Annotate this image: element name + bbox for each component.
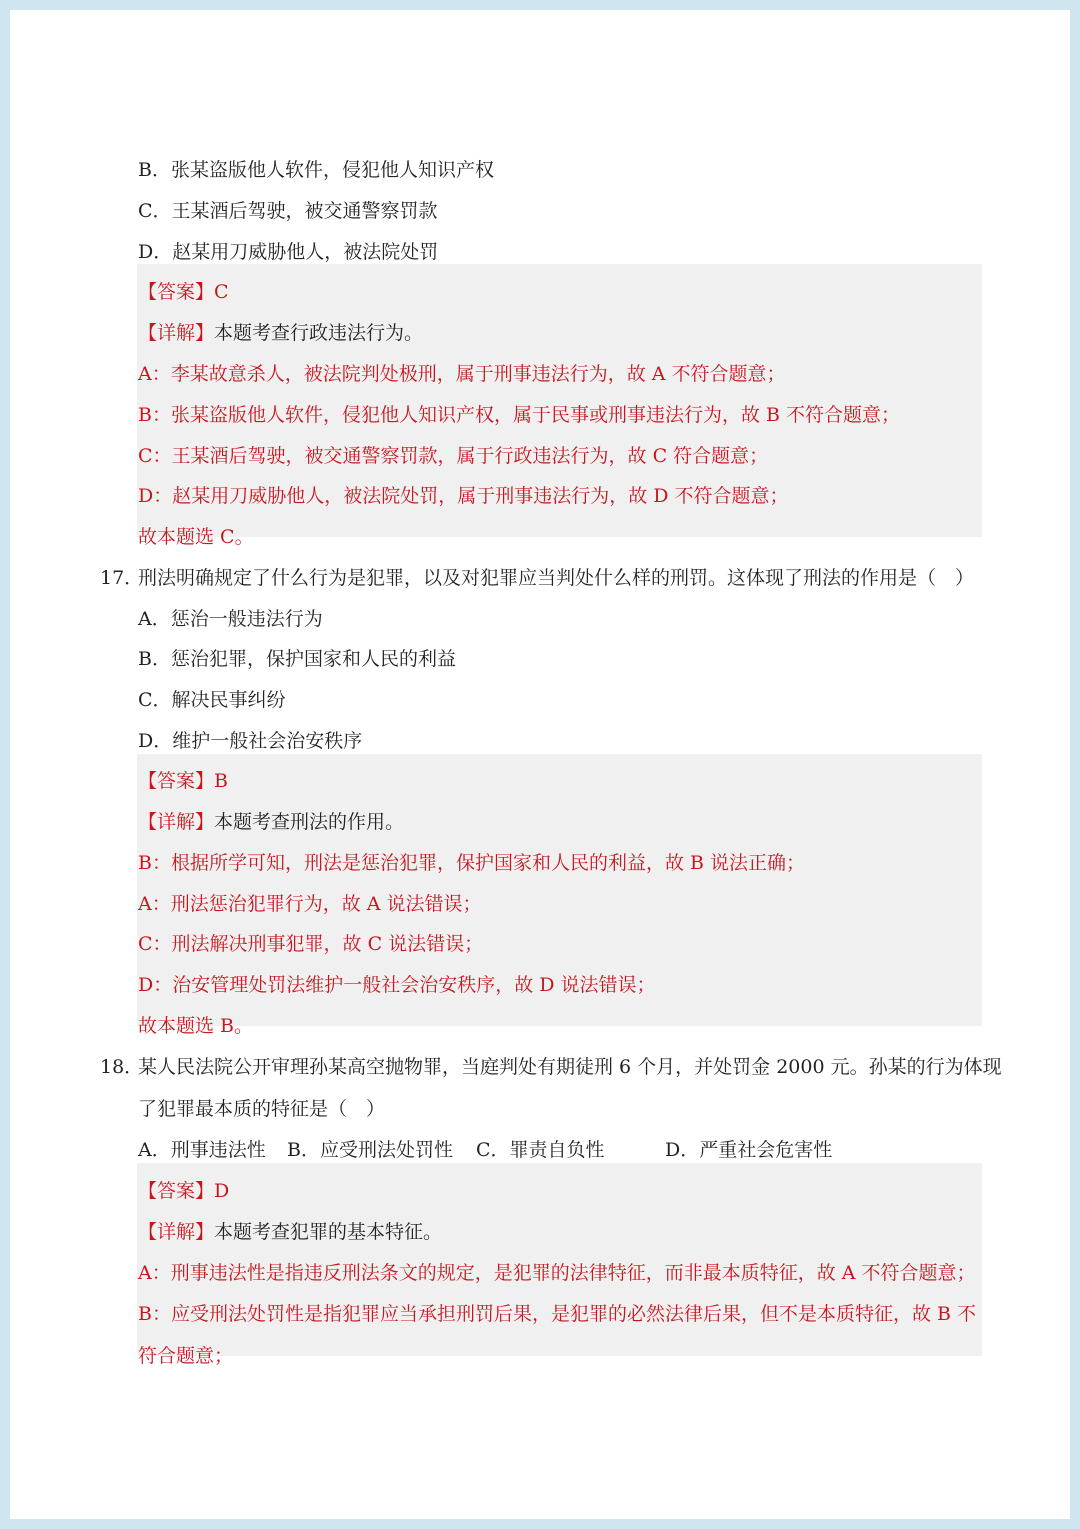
question-text: 刑法明确规定了什么行为是犯罪，以及对犯罪应当判处什么样的刑罚。这体现了刑法的作用是（ ） xyxy=(138,567,975,589)
document-page xyxy=(10,10,1070,1519)
q18-option-c: C．罪责自负性 xyxy=(476,1139,605,1161)
detail-text: 本题考查刑法的作用。 xyxy=(214,811,405,833)
question-number: 18． xyxy=(100,1056,144,1078)
q18-question-line1 xyxy=(100,1047,1002,1087)
detail-label: 【详解】 xyxy=(138,811,215,833)
q17-explanation-a: A：刑法惩治犯罪行为，故 A 说法错误； xyxy=(138,893,482,915)
q17-explanation-b: B：根据所学可知，刑法是惩治犯罪，保护国家和人民的利益，故 B 说法正确； xyxy=(138,852,806,874)
answer-label: 【答案】 xyxy=(138,1180,215,1202)
q17-option-c: C．解决民事纠纷 xyxy=(138,689,286,711)
answer-label: 【答案】 xyxy=(138,281,215,303)
q16-explanation-d: D：赵某用刀威胁他人，被法院处罚，属于刑事违法行为，故 D 不符合题意； xyxy=(138,485,789,507)
q18-explanation-b-line1: B：应受刑法处罚性是指犯罪应当承担刑罚后果，是犯罪的必然法律后果，但不是本质特征，故 B 不 xyxy=(138,1303,977,1325)
answer-value: B xyxy=(214,770,228,792)
q18-explanation-b-line2: 符合题意； xyxy=(138,1345,234,1367)
detail-label: 【详解】 xyxy=(138,322,215,344)
q17-option-a: A．惩治一般违法行为 xyxy=(138,608,323,630)
q18-question-line2: 了犯罪最本质的特征是（ ） xyxy=(138,1098,386,1120)
q18-option-a: A．刑事违法性 xyxy=(138,1139,266,1161)
answer-value: D xyxy=(214,1180,230,1202)
q16-answer xyxy=(138,272,229,312)
q16-option-d: D．赵某用刀威胁他人，被法院处罚 xyxy=(138,241,439,263)
q17-explanation-d: D：治安管理处罚法维护一般社会治安秩序，故 D 说法错误； xyxy=(138,974,656,996)
detail-label: 【详解】 xyxy=(138,1221,215,1243)
question-text: 某人民法院公开审理孙某高空抛物罪，当庭判处有期徒刑 6 个月，并处罚金 2000 元。孙某的行为体现 xyxy=(138,1056,1002,1078)
q17-answer xyxy=(138,761,228,801)
q18-option-b: B．应受刑法处罚性 xyxy=(287,1139,453,1161)
detail-text: 本题考查犯罪的基本特征。 xyxy=(214,1221,443,1243)
q17-option-b: B．惩治犯罪，保护国家和人民的利益 xyxy=(138,648,456,670)
q18-explanation-a: A：刑事违法性是指违反刑法条文的规定，是犯罪的法律特征，而非最本质特征，故 A 不符合题意； xyxy=(138,1262,976,1284)
q16-option-b: B．张某盗版他人软件，侵犯他人知识产权 xyxy=(138,159,494,181)
q16-conclusion: 故本题选 C。 xyxy=(138,526,254,548)
q16-detail xyxy=(138,313,423,353)
q18-detail xyxy=(138,1212,442,1252)
q16-explanation-a: A：李某故意杀人，被法院判处极刑，属于刑事违法行为，故 A 不符合题意； xyxy=(138,363,786,385)
q17-conclusion: 故本题选 B。 xyxy=(138,1015,254,1037)
q16-explanation-b: B：张某盗版他人软件，侵犯他人知识产权，属于民事或刑事违法行为，故 B 不符合题意； xyxy=(138,404,901,426)
q18-answer xyxy=(138,1171,229,1211)
q18-option-d: D．严重社会危害性 xyxy=(665,1139,833,1161)
answer-label: 【答案】 xyxy=(138,770,215,792)
q17-detail xyxy=(138,802,404,842)
q17-question xyxy=(100,558,975,598)
q17-explanation-c: C：刑法解决刑事犯罪，故 C 说法错误； xyxy=(138,933,484,955)
q16-explanation-c: C：王某酒后驾驶，被交通警察罚款，属于行政违法行为，故 C 符合题意； xyxy=(138,445,769,467)
detail-text: 本题考查行政违法行为。 xyxy=(214,322,424,344)
q17-option-d: D．维护一般社会治安秩序 xyxy=(138,730,363,752)
q16-option-c: C．王某酒后驾驶，被交通警察罚款 xyxy=(138,200,438,222)
question-number: 17． xyxy=(100,567,144,589)
answer-value: C xyxy=(214,281,229,303)
